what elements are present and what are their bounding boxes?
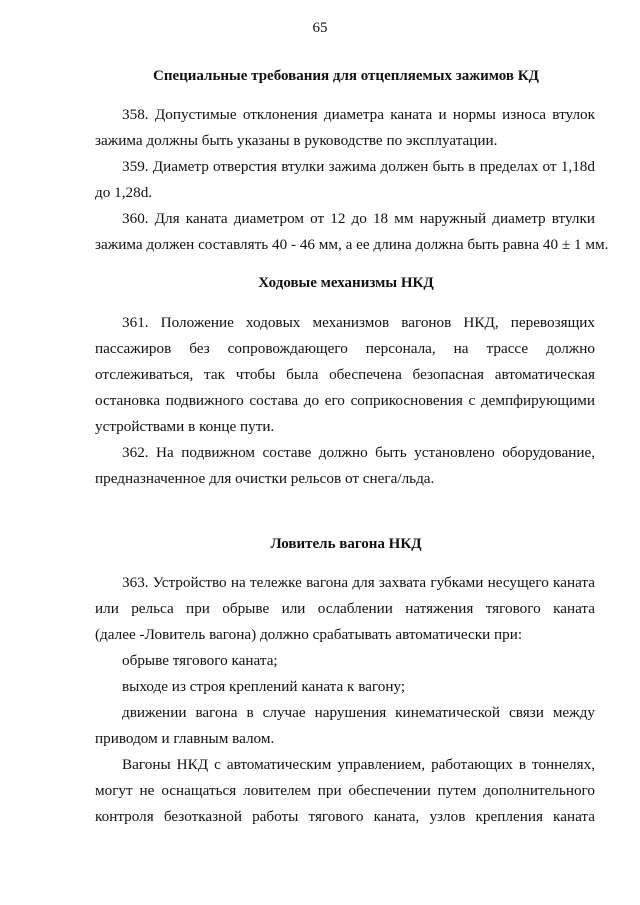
paragraph-361-line-1: 361. Положение ходовых механизмов вагонов НКД, перевозящих <box>122 314 595 331</box>
paragraph-358-line-1: 358. Допустимые отклонения диаметра каната и нормы износа втулок <box>122 106 595 123</box>
paragraph-tunnels-line-2: могут не оснащаться ловителем при обеспечении путем дополнительного <box>95 782 595 799</box>
section-heading-clamps: Специальные требования для отцепляемых зажимов КД <box>153 68 539 84</box>
paragraph-360-line-2: зажима должен составлять 40 - 46 мм, а ее длина должна быть равна 40 ± 1 мм. <box>95 236 609 253</box>
paragraph-tunnels-line-1: Вагоны НКД с автоматическим управлением, работающих в тоннелях, <box>122 756 595 773</box>
paragraph-363-line-2: или рельса при обрыве или ослаблении натяжения тягового каната <box>95 600 595 617</box>
section-heading-running-gear: Ходовые механизмы НКД <box>258 275 434 291</box>
paragraph-361-line-5: устройствами в конце пути. <box>95 418 275 435</box>
paragraph-359-line-2: до 1,28d. <box>95 184 153 201</box>
section-heading-catcher: Ловитель вагона НКД <box>270 536 422 552</box>
paragraph-363-line-1: 363. Устройство на тележке вагона для захвата губками несущего каната <box>122 574 595 591</box>
paragraph-362-line-1: 362. На подвижном составе должно быть установлено оборудование, <box>122 444 595 461</box>
paragraph-tunnels-line-3: контроля безотказной работы тягового каната, узлов крепления каната <box>95 808 595 825</box>
paragraph-362-line-2: предназначенное для очистки рельсов от снега/льда. <box>95 470 435 487</box>
page-number: 65 <box>312 20 328 36</box>
paragraph-358-line-2: зажима должны быть указаны в руководстве по эксплуатации. <box>95 132 498 149</box>
paragraph-360-line-1: 360. Для каната диаметром от 12 до 18 мм наружный диаметр втулки <box>122 210 595 227</box>
paragraph-361-line-3: отслеживаться, так чтобы была обеспечена безопасная автоматическая <box>95 366 595 383</box>
list-item-fastening-failure: выходе из строя креплений каната к вагону; <box>122 678 406 695</box>
list-item-kinematic-line-1: движении вагона в случае нарушения кинематической связи между <box>122 704 595 721</box>
paragraph-361-line-2: пассажиров без сопровождающего персонала, на трассе должно <box>95 340 595 357</box>
paragraph-359-line-1: 359. Диаметр отверстия втулки зажима должен быть в пределах от 1,18d <box>122 158 595 175</box>
list-item-kinematic-line-2: приводом и главным валом. <box>95 730 275 747</box>
paragraph-361-line-4: остановка подвижного состава до его соприкосновения с демпфирующими <box>95 392 595 409</box>
paragraph-363-line-3: (далее -Ловитель вагона) должно срабатывать автоматически при: <box>95 626 523 643</box>
list-item-rope-break: обрыве тягового каната; <box>122 652 278 669</box>
